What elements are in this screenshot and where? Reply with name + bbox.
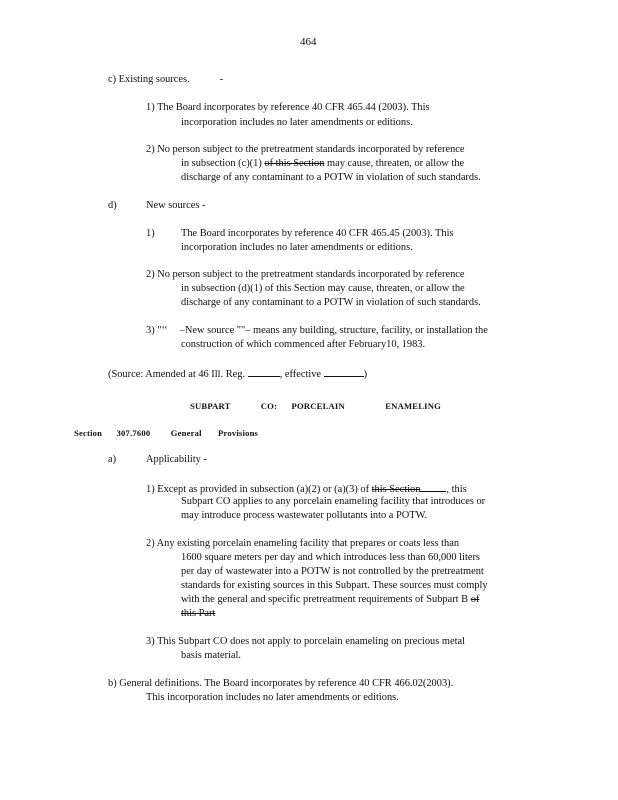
subsection-a-item-2-line-4: standards for existing sources in this Subpart. These sources must comply bbox=[181, 580, 488, 591]
subsection-a-item-2-line-3: per day of wastewater into a POTW is not controlled by the pretreatment bbox=[181, 566, 484, 577]
subsection-a-item-1-line-2: Subpart CO applies to any porcelain enameling facility that introduces or bbox=[181, 496, 486, 507]
subpart-heading: SUBPART CO: PORCELAIN ENAMELING bbox=[190, 401, 441, 411]
subsection-a-label: a) bbox=[108, 454, 117, 465]
deleted-text: of bbox=[470, 594, 480, 605]
subsection-c-item-2-line-2: in subsection (c)(1) of this Section may cause, threaten, or allow the bbox=[181, 158, 465, 169]
subsection-c-item-1-line-1: 1) The Board incorporates by reference 40 CFR 465.44 (2003). This bbox=[146, 102, 430, 113]
subsection-a-item-2-line-1: 2) Any existing porcelain enameling facility that prepares or coats less than bbox=[146, 538, 460, 549]
source-note: (Source: Amended at 46 Ill. Reg. , effective ) bbox=[108, 366, 367, 382]
subsection-d-item-1-line-2: incorporation includes no later amendments or editions. bbox=[181, 242, 413, 253]
subsection-d-item-3-line-2: construction of which commenced after February10, 1983. bbox=[181, 339, 426, 350]
subsection-d-item-2-line-2: in subsection (d)(1) of this Section may cause, threaten, or allow the bbox=[181, 283, 465, 294]
subsection-b-line-2: This incorporation includes no later amendments or editions. bbox=[146, 692, 399, 703]
subsection-d-heading: New sources - bbox=[146, 200, 206, 211]
section-heading: Section 307.7600 General Provisions bbox=[74, 428, 259, 438]
subsection-a-item-3-line-1: 3) This Subpart CO does not apply to porcelain enameling on precious metal bbox=[146, 636, 465, 647]
deleted-text: this Part bbox=[181, 608, 216, 619]
subsection-d-item-1-number: 1) bbox=[146, 228, 155, 239]
subsection-c-item-2-line-3: discharge of any contaminant to a POTW in violation of such standards. bbox=[181, 172, 481, 183]
page-number: 464 bbox=[300, 36, 317, 48]
subsection-d-label: d) bbox=[108, 200, 117, 211]
subsection-d-item-2-line-3: discharge of any contaminant to a POTW in violation of such standards. bbox=[181, 297, 481, 308]
subsection-b-line-1: b) General definitions. The Board incorporates by reference 40 CFR 466.02(2003). bbox=[108, 678, 454, 689]
subsection-c-item-2-line-1: 2) No person subject to the pretreatment standards incorporated by reference bbox=[146, 144, 465, 155]
subsection-d-item-1-line-1: The Board incorporates by reference 40 CFR 465.45 (2003). This bbox=[181, 228, 454, 239]
subsection-a-item-2-line-5: with the general and specific pretreatment requirements of Subpart B of bbox=[181, 594, 480, 605]
subsection-c-item-1-line-2: incorporation includes no later amendments or editions. bbox=[181, 117, 413, 128]
subsection-d-item-2-line-1: 2) No person subject to the pretreatment standards incorporated by reference bbox=[146, 269, 465, 280]
subsection-c-heading: c) Existing sources. - bbox=[108, 74, 224, 85]
deleted-text: of this Section bbox=[264, 158, 325, 169]
subsection-a-item-2-line-6 bbox=[181, 607, 215, 621]
deleted-text: this Section bbox=[371, 484, 421, 495]
subsection-a-item-1-line-3: may introduce process wastewater pollutants into a POTW. bbox=[181, 510, 428, 521]
subsection-d-item-3-line-1: 3) "‘‘ –New source ""– means any building, structure, facility, or installation the bbox=[146, 325, 488, 336]
subsection-a-item-2-line-2: 1600 square meters per day and which introduces less than 60,000 liters bbox=[181, 552, 480, 563]
subsection-a-heading: Applicability - bbox=[146, 454, 207, 465]
subsection-a-item-3-line-2: basis material. bbox=[181, 650, 242, 661]
subsection-a-item-1-line-1: 1) Except as provided in subsection (a)(2) or (a)(3) of this Section , this bbox=[146, 481, 467, 497]
